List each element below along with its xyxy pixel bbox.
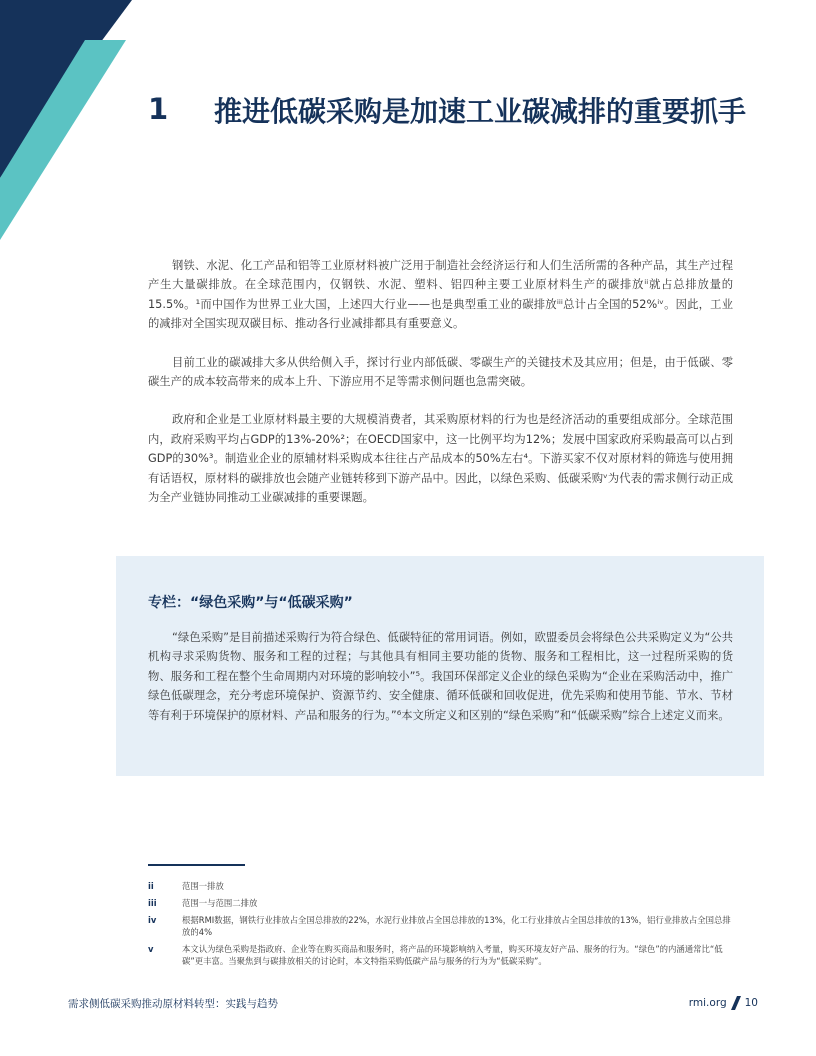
body-paragraph: 政府和企业是工业原材料最主要的大规模消费者，其采购原材料的行为也是经济活动的重要组成部分。全球范围内，政府采购平均占GDP的13%-20%²；在OECD国家中，这一比例平均为12%；发展中国家政府采购最高可以占到GDP的30%³。制造业企业的原辅材料采购成本往往占产品成本的50%左右⁴。下游买家不仅对原材料的筛选与使用拥有话语权，原材料的碳排放也会随产业链转移到下游产品中。因此，以绿色采购、低碳采购ᵛ为代表的需求侧行动正成为全产业链协同推动工业碳减排的重要课题。	[148, 413, 733, 505]
sidebar-box	[116, 556, 764, 776]
footnote	[148, 880, 733, 892]
footnote-text: 范围一与范围二排放	[182, 898, 258, 908]
body-paragraph: 钢铁、水泥、化工产品和铝等工业原材料被广泛用于制造社会经济运行和人们生活所需的各种产品，其生产过程产生大量碳排放。在全球范围内，仅钢铁、水泥、塑料、铝四种主要工业原材料生产的碳排放ⁱⁱ就占总排放量的15.5%。¹而中国作为世界工业大国，上述四大行业——也是典型重工业的碳排放ⁱⁱⁱ总计占全国的52%ⁱᵛ。因此，工业的减排对全国实现双碳目标、推动各行业减排都具有重要意义。	[148, 259, 733, 331]
footnote-mark: iii	[148, 898, 157, 908]
sidebar-text: “绿色采购”是目前描述采购行为符合绿色、低碳特征的常用词语。例如，欧盟委员会将绿色公共采购定义为“公共机构寻求采购货物、服务和工程的过程；与其他具有相同主要功能的货物、服务和工程相比，这一过程所采购的货物、服务和工程在整个生命周期内对环境的影响较小”⁵。我国环保部定义企业的绿色采购为“企业在采购活动中，推广绿色低碳理念，充分考虑环境保护、资源节约、安全健康、循环低碳和回收促进，优先采购和使用节能、节水、节材等有利于环境保护的原材料、产品和服务的行为。”⁶本文所定义和区别的“绿色采购”和“低碳采购”综合上述定义而来。	[148, 631, 733, 722]
chapter-title: 推进低碳采购是加速工业碳减排的重要抓手	[214, 95, 747, 128]
footnotes	[148, 880, 733, 972]
body-paragraph: 目前工业的碳减排大多从供给侧入手，探讨行业内部低碳、零碳生产的关键技术及其应用；但是，由于低碳、零碳生产的成本较高带来的成本上升、下游应用不足等需求侧问题也急需突破。	[148, 355, 733, 389]
footer-page-info	[689, 996, 758, 1010]
footnote-mark: v	[148, 944, 154, 954]
slash-icon	[731, 996, 741, 1010]
body-text	[148, 256, 733, 526]
footnote	[148, 943, 733, 967]
footnote	[148, 897, 733, 909]
footer-report-title: 需求侧低碳采购推动原材料转型：实践与趋势	[68, 998, 278, 1010]
sidebar-title: 专栏：“绿色采购”与“低碳采购”	[148, 595, 353, 611]
footnote	[148, 914, 733, 938]
chapter-number: 1	[148, 92, 169, 126]
page-number: 10	[744, 997, 758, 1009]
footnote-text: 根据RMI数据，钢铁行业排放占全国总排放的22%，水泥行业排放占全国总排放的13%，化工行业排放占全国总排放的13%，铝行业排放占全国总排放的4%	[182, 915, 731, 937]
footnote-text: 范围一排放	[182, 881, 224, 891]
footnote-text: 本文认为绿色采购是指政府、企业等在购买商品和服务时，将产品的环境影响纳入考量，购买环境友好产品、服务的行为。“绿色”的内涵通常比“低碳”更丰富。当聚焦到与碳排放相关的讨论时，本文特指采购低碳产品与服务的行为为“低碳采购”。	[182, 944, 723, 966]
footnote-divider	[148, 864, 245, 866]
corner-decoration	[0, 0, 140, 250]
footnote-mark: iv	[148, 915, 157, 925]
footnote-mark: ii	[148, 881, 154, 891]
footer-site-link[interactable]: rmi.org	[688, 997, 727, 1009]
